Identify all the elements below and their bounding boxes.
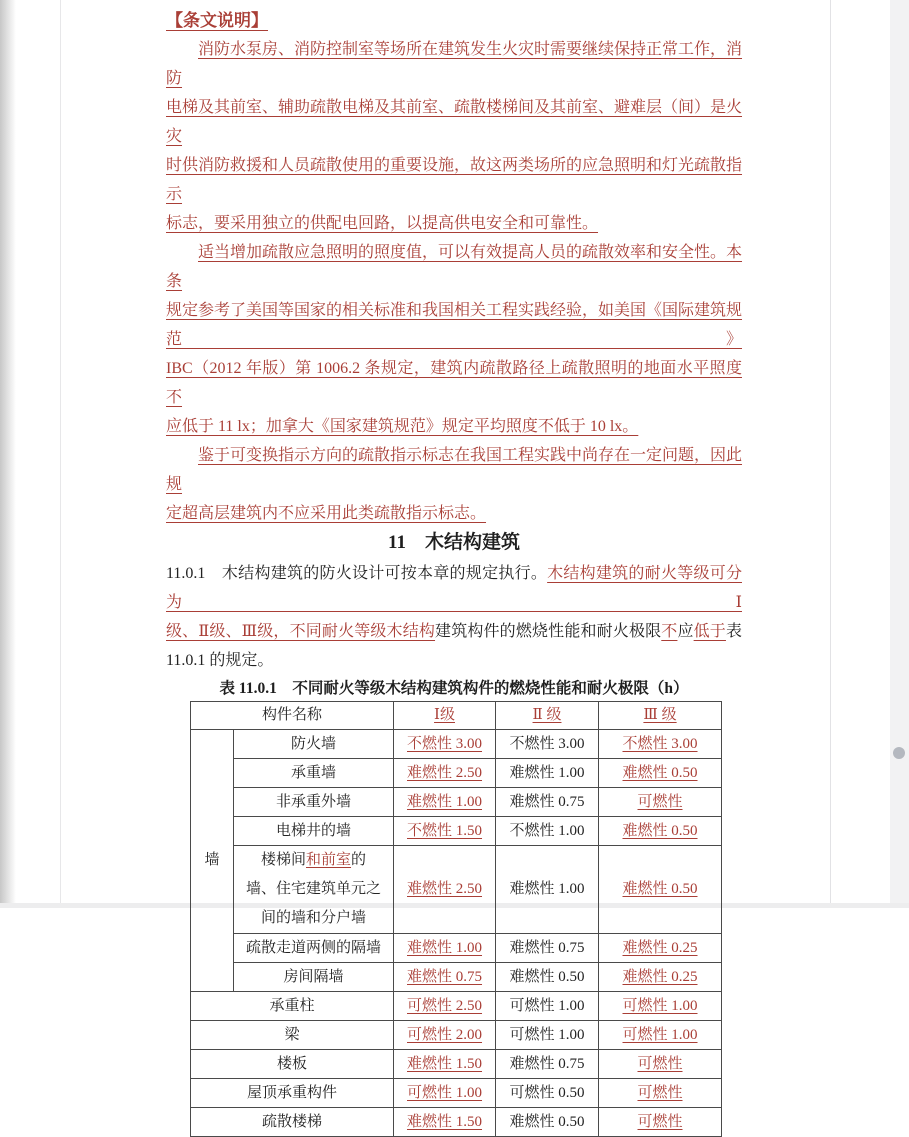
cell-grade1: 难燃性 1.50 [394,1050,496,1079]
cell-name: 承重柱 [191,992,394,1021]
cell-grade3: 难燃性 0.50 [599,759,722,788]
table-row [191,1108,722,1137]
table-row [191,1021,722,1050]
cell-grade3: 不燃性 3.00 [599,730,722,759]
cell-grade2: 不燃性 1.00 [496,817,599,846]
cell-grade1: 难燃性 0.75 [394,963,496,992]
cell-grade1: 难燃性 1.00 [394,788,496,817]
clause-text-black: 应 [677,623,694,640]
paragraph-2-line-3: IBC（2012 年版）第 1006.2 条规定，建筑内疏散路径上疏散照明的地面水平照度不 [166,360,742,406]
clause-line-2 [166,617,742,646]
table-header-row [191,702,722,730]
paragraph-1-line-3: 时供消防救援和人员疏散使用的重要设施，故这两类场所的应急照明和灯光疏散指示 [166,157,743,203]
clause-text-black: 表 [725,623,742,640]
cell-grade1: 可燃性 2.50 [394,992,496,1021]
cell-grade3: 难燃性 0.25 [599,934,722,963]
cell-name: 防火墙 [234,730,394,759]
table-row [191,759,722,788]
annotation-section-title: 【条文说明】 [166,11,268,30]
paragraph-3-line-1: 鉴于可变换指示方向的疏散指示标志在我国工程实践中尚存在一定问题，因此规 [166,447,743,493]
table-row [191,963,722,992]
clause-line-3: 11.0.1 的规定。 [166,652,274,669]
paragraph-1-line-4: 标志，要采用独立的供配电回路，以提高供电安全和可靠性。 [166,215,599,232]
table-row [191,817,722,846]
table-row [191,992,722,1021]
cell-name [234,846,394,934]
cell-grade1: 不燃性 3.00 [394,730,496,759]
document-page [166,6,742,1137]
col-header-component-name: 构件名称 [191,702,394,730]
left-edge-shadow [0,0,16,908]
cell-grade1: 可燃性 2.00 [394,1021,496,1050]
cell-grade2: 难燃性 0.75 [496,934,599,963]
paragraph-1-line-2: 电梯及其前室、辅助疏散电梯及其前室、疏散楼梯间及其前室、避难层（间）是火灾 [166,99,743,145]
table-row [191,730,722,759]
cell-grade1: 不燃性 1.50 [394,817,496,846]
cell-grade3: 难燃性 0.50 [599,817,722,846]
cell-grade1: 难燃性 1.00 [394,934,496,963]
cell-name: 房间隔墙 [234,963,394,992]
scroll-indicator-dot[interactable] [893,747,905,759]
cell-grade3: 可燃性 1.00 [599,1021,722,1050]
group-cell-wall: 墙 [191,730,234,992]
cell-grade1: 可燃性 1.00 [394,1079,496,1108]
clause-text-revision: 低于 [693,623,726,640]
cell-grade2: 难燃性 0.50 [496,963,599,992]
table-row [191,1079,722,1108]
cell-name: 疏散楼梯 [191,1108,394,1137]
cell-grade2: 难燃性 1.00 [496,759,599,788]
cell-grade2: 不燃性 3.00 [496,730,599,759]
cell-grade3: 可燃性 [599,1050,722,1079]
cell-name: 屋顶承重构件 [191,1079,394,1108]
cell-grade2: 难燃性 1.00 [496,846,599,934]
table-row [191,788,722,817]
cell-name: 非承重外墙 [234,788,394,817]
cell-grade1: 难燃性 1.50 [394,1108,496,1137]
page-left-edge-line [60,0,61,908]
col-header-grade-3: Ⅲ 级 [599,702,722,730]
chapter-heading: 11 木结构建筑 [388,532,520,553]
paragraph-3-line-2: 定超高层建筑内不应采用此类疏散指示标志。 [166,505,487,522]
col-header-grade-1: Ⅰ级 [394,702,496,730]
paragraph-2-line-1: 适当增加疏散应急照明的照度值，可以有效提高人员的疏散效率和安全性。本条 [166,244,743,290]
table-row [191,846,722,934]
cell-name: 电梯井的墙 [234,817,394,846]
clause-text-revision: 木结构建筑的耐火等级可分为Ⅰ [166,565,742,611]
clause-text-black: 11.0.1 木结构建筑的防火设计可按本章的规定执行。 [166,565,548,582]
paragraph-2-line-4: 应低于 11 lx；加拿大《国家建筑规范》规定平均照度不低于 10 lx。 [166,418,639,435]
clause-11-0-1 [166,559,742,675]
cell-grade2: 难燃性 0.75 [496,788,599,817]
name-text-black: 楼梯间 [260,852,306,868]
paragraph-2-line-2: 规定参考了美国等国家的相关标准和我国相关工程实践经验，如美国《国际建筑规范》 [166,302,743,348]
clause-text-revision: 级、Ⅱ级、Ⅲ级，不同耐火等级木结构 [166,623,436,640]
cell-grade1: 难燃性 2.50 [394,846,496,934]
table-row [191,1050,722,1079]
cell-grade3: 可燃性 [599,788,722,817]
clause-text-black: 建筑构件的燃烧性能和耐火极限 [435,623,662,640]
fire-resistance-table [190,701,722,1137]
cell-grade2: 难燃性 0.75 [496,1050,599,1079]
clause-text-revision: 不 [661,623,678,640]
cell-grade1: 难燃性 2.50 [394,759,496,788]
name-text-black: 的墙、住宅建筑单元之间的墙和分户墙 [246,852,382,926]
viewer-right-gutter [890,0,909,908]
cell-name: 疏散走道两侧的隔墙 [234,934,394,963]
cell-grade3: 可燃性 1.00 [599,992,722,1021]
col-header-grade-2: Ⅱ 级 [496,702,599,730]
cell-grade3: 可燃性 [599,1108,722,1137]
cell-name: 楼板 [191,1050,394,1079]
page-right-edge-line [830,0,831,908]
cell-name: 梁 [191,1021,394,1050]
cell-grade3: 可燃性 [599,1079,722,1108]
cell-name: 承重墙 [234,759,394,788]
cell-grade3: 难燃性 0.25 [599,963,722,992]
cell-grade2: 可燃性 0.50 [496,1079,599,1108]
cell-grade3: 难燃性 0.50 [599,846,722,934]
table-caption: 表 11.0.1 不同耐火等级木结构建筑构件的燃烧性能和耐火极限（h） [219,680,689,697]
clause-line-1 [166,559,742,617]
cell-grade2: 难燃性 0.50 [496,1108,599,1137]
paragraph-1-line-1: 消防水泵房、消防控制室等场所在建筑发生火灾时需要继续保持正常工作，消防 [166,41,743,87]
cell-grade2: 可燃性 1.00 [496,992,599,1021]
cell-grade2: 可燃性 1.00 [496,1021,599,1050]
name-text-revision: 和前室 [306,852,352,868]
table-row [191,934,722,963]
